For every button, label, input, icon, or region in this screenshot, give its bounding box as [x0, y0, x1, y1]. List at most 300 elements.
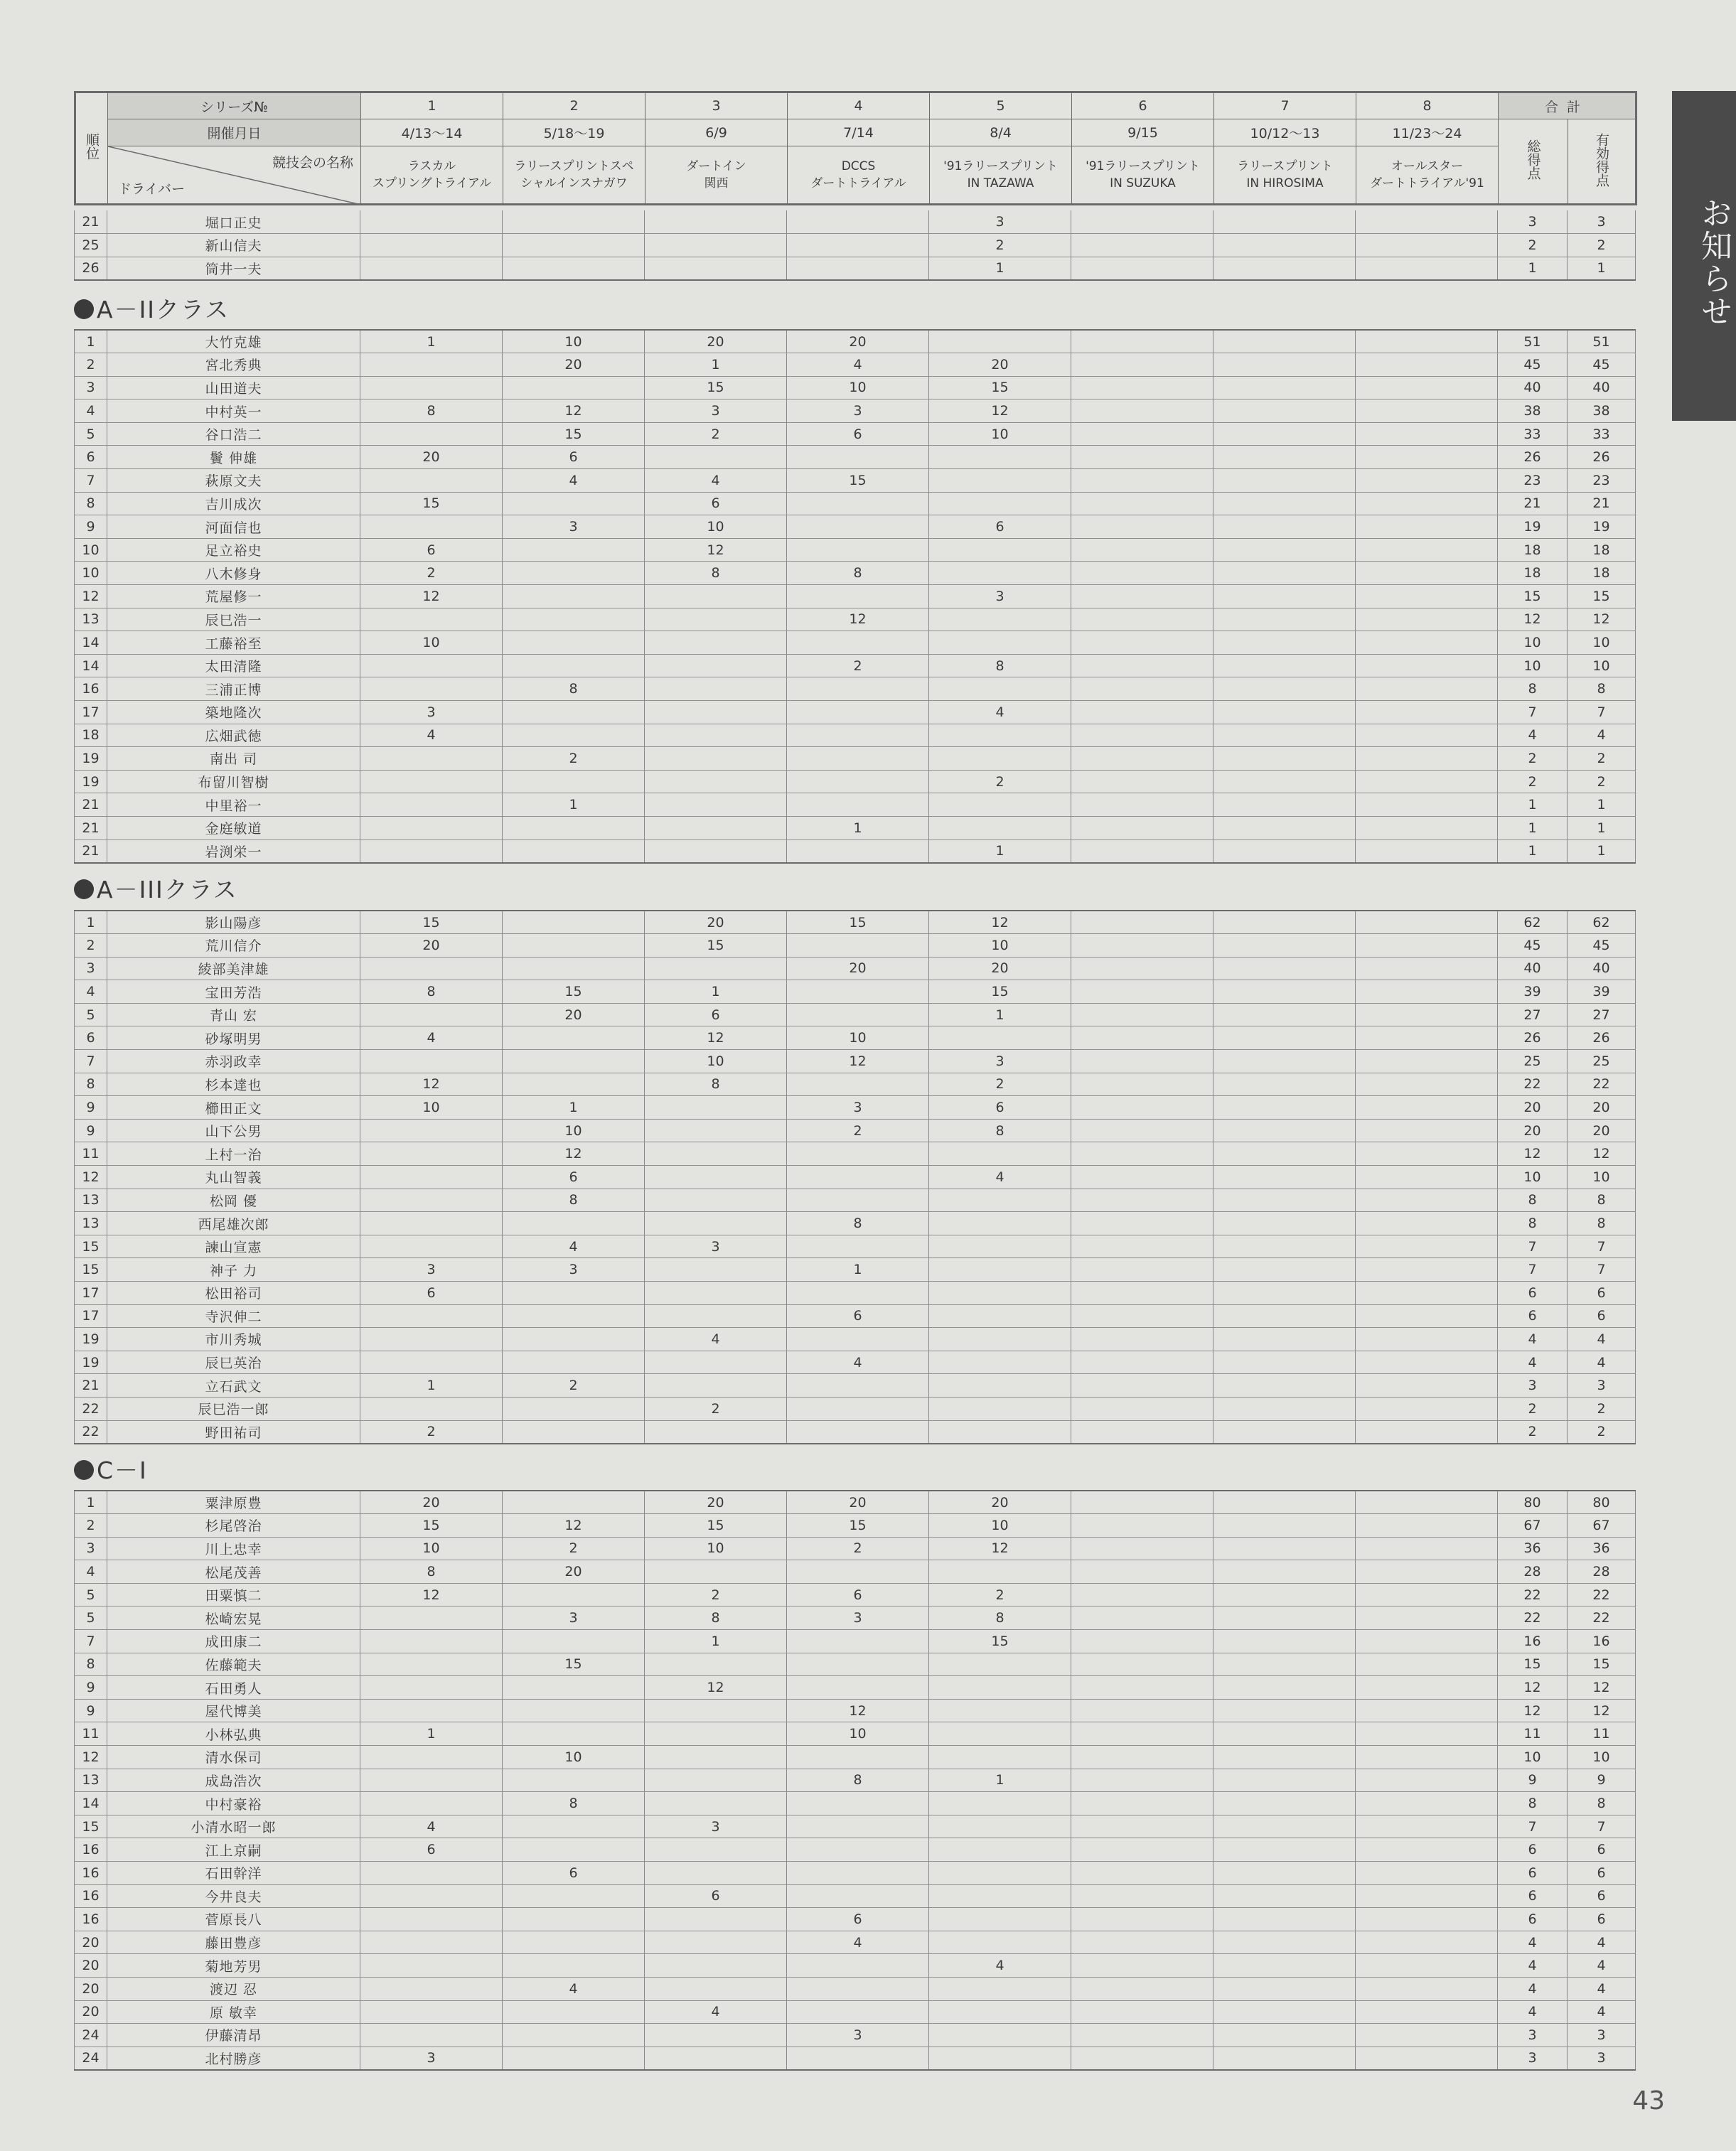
points-cell: 4	[645, 469, 787, 493]
points-cell: 2	[787, 1119, 929, 1142]
points-cell	[1356, 538, 1498, 562]
points-cell	[787, 934, 929, 958]
rank-cell: 20	[75, 1954, 107, 1978]
points-cell	[929, 492, 1071, 515]
points-cell	[1213, 1931, 1356, 1954]
points-cell	[1356, 1908, 1498, 1931]
points-cell	[1356, 1884, 1498, 1908]
valid-points-cell: 11	[1568, 1722, 1636, 1746]
points-cell	[1071, 1954, 1213, 1978]
points-cell	[1071, 210, 1213, 234]
points-cell: 6	[360, 1838, 503, 1862]
valid-points-cell: 15	[1568, 585, 1636, 608]
points-cell	[645, 2047, 787, 2070]
driver-name: 布留川智樹	[107, 770, 360, 793]
points-cell	[1213, 1838, 1356, 1862]
points-cell	[1356, 957, 1498, 980]
points-cell	[1071, 422, 1213, 446]
valid-points-cell: 27	[1568, 1003, 1636, 1026]
points-cell	[360, 957, 503, 980]
points-cell: 20	[787, 1491, 929, 1514]
points-cell: 8	[787, 1212, 929, 1235]
points-cell	[360, 1119, 503, 1142]
points-cell	[645, 446, 787, 469]
points-cell	[503, 1931, 645, 1954]
driver-name: 杉本達也	[107, 1073, 360, 1096]
points-cell	[1071, 1815, 1213, 1838]
points-cell: 6	[503, 1862, 645, 1885]
points-cell	[1213, 1537, 1356, 1560]
rank-cell: 10	[75, 538, 107, 562]
rank-cell: 21	[75, 840, 107, 863]
valid-points-cell: 3	[1568, 210, 1636, 234]
points-cell: 6	[360, 538, 503, 562]
valid-points-header: 有効得点	[1568, 119, 1636, 205]
driver-name: 鬢 伸雄	[107, 446, 360, 469]
points-cell	[1356, 1769, 1498, 1792]
series-label: シリーズ№	[108, 92, 361, 119]
points-cell	[1071, 1862, 1213, 1885]
rank-cell: 10	[75, 562, 107, 585]
points-cell	[1071, 1351, 1213, 1374]
points-cell	[787, 770, 929, 793]
points-cell	[1071, 816, 1213, 840]
points-cell	[1071, 1166, 1213, 1189]
points-cell	[929, 1282, 1071, 1305]
points-cell	[1213, 1792, 1356, 1815]
event-name: ラリースプリントスペ シャルインスナガワ	[503, 146, 645, 205]
driver-name: 諫山宣憲	[107, 1235, 360, 1258]
total-points-cell: 39	[1498, 980, 1568, 1004]
points-cell	[1356, 1746, 1498, 1769]
points-cell	[503, 585, 645, 608]
points-cell	[503, 1722, 645, 1746]
points-cell	[1071, 608, 1213, 631]
points-cell	[360, 2024, 503, 2047]
driver-name: 青山 宏	[107, 1003, 360, 1026]
points-cell	[1071, 840, 1213, 863]
section-title-text: A－IIクラス	[97, 296, 230, 323]
total-points-header: 総得点	[1499, 119, 1568, 205]
points-cell	[645, 1258, 787, 1282]
rank-cell: 4	[75, 980, 107, 1004]
rank-cell: 4	[75, 1560, 107, 1584]
table-row	[75, 1189, 1636, 1212]
points-cell	[1356, 701, 1498, 724]
points-cell	[1213, 376, 1356, 399]
points-cell	[1071, 1977, 1213, 2000]
valid-points-cell: 26	[1568, 446, 1636, 469]
points-cell	[929, 1397, 1071, 1420]
points-cell: 8	[929, 1119, 1071, 1142]
total-points-cell: 23	[1498, 469, 1568, 493]
rank-cell: 4	[75, 399, 107, 423]
points-cell	[929, 1884, 1071, 1908]
points-cell: 15	[787, 911, 929, 934]
valid-points-cell: 20	[1568, 1119, 1636, 1142]
points-cell: 2	[503, 1537, 645, 1560]
points-cell: 3	[929, 210, 1071, 234]
points-cell	[929, 747, 1071, 771]
valid-points-cell: 2	[1568, 234, 1636, 257]
valid-points-cell: 6	[1568, 1838, 1636, 1862]
rank-cell: 17	[75, 701, 107, 724]
points-cell	[503, 1073, 645, 1096]
points-cell	[503, 1908, 645, 1931]
rank-cell: 14	[75, 631, 107, 655]
points-cell	[787, 1838, 929, 1862]
points-cell: 20	[645, 330, 787, 353]
points-cell: 4	[645, 1328, 787, 1351]
points-cell	[645, 608, 787, 631]
side-tab: お知らせ	[1672, 91, 1736, 421]
points-cell	[787, 1815, 929, 1838]
points-cell	[929, 538, 1071, 562]
total-points-cell: 4	[1498, 1954, 1568, 1978]
points-cell: 4	[787, 1931, 929, 1954]
points-cell: 1	[787, 816, 929, 840]
driver-name: 新山信夫	[107, 234, 360, 257]
valid-points-cell: 18	[1568, 538, 1636, 562]
total-points-cell: 2	[1498, 1420, 1568, 1444]
points-cell	[1213, 210, 1356, 234]
driver-label: ドライバー	[118, 181, 186, 197]
driver-name: 石田幹洋	[107, 1862, 360, 1885]
table-row	[75, 515, 1636, 539]
event-name: ラスカル スプリングトライアル	[361, 146, 503, 205]
points-cell	[1213, 1142, 1356, 1166]
valid-points-cell: 28	[1568, 1560, 1636, 1584]
points-cell	[503, 957, 645, 980]
valid-points-cell: 6	[1568, 1862, 1636, 1885]
rank-cell: 9	[75, 1096, 107, 1120]
valid-points-cell: 4	[1568, 1351, 1636, 1374]
points-cell: 15	[929, 1630, 1071, 1653]
points-cell	[645, 1931, 787, 1954]
points-cell	[503, 654, 645, 677]
table-row	[75, 608, 1636, 631]
valid-points-cell: 2	[1568, 1420, 1636, 1444]
table-row	[75, 1560, 1636, 1584]
points-cell: 3	[503, 515, 645, 539]
points-cell	[1071, 1699, 1213, 1722]
points-cell	[787, 1282, 929, 1305]
points-cell	[1213, 399, 1356, 423]
points-cell	[1071, 747, 1213, 771]
points-cell	[787, 701, 929, 724]
event-date: 10/12〜13	[1214, 119, 1356, 146]
points-cell	[1213, 816, 1356, 840]
points-cell	[1356, 376, 1498, 399]
rank-cell: 2	[75, 934, 107, 958]
points-cell	[787, 677, 929, 701]
points-cell: 2	[645, 422, 787, 446]
points-cell	[1356, 1420, 1498, 1444]
valid-points-cell: 6	[1568, 1282, 1636, 1305]
total-points-cell: 12	[1498, 1699, 1568, 1722]
points-cell: 6	[503, 446, 645, 469]
points-cell	[787, 1397, 929, 1420]
rank-cell: 19	[75, 1328, 107, 1351]
points-cell	[1356, 2024, 1498, 2047]
total-points-cell: 20	[1498, 1119, 1568, 1142]
points-cell	[503, 1328, 645, 1351]
points-cell: 8	[360, 399, 503, 423]
points-cell	[1356, 1560, 1498, 1584]
rank-cell: 5	[75, 1583, 107, 1606]
table-row	[75, 330, 1636, 353]
event-name: ダートイン 関西	[645, 146, 788, 205]
event-date: 7/14	[788, 119, 930, 146]
points-cell	[1213, 1073, 1356, 1096]
points-cell	[360, 1653, 503, 1676]
points-cell: 4	[929, 1166, 1071, 1189]
points-cell	[645, 1351, 787, 1374]
points-cell	[503, 562, 645, 585]
points-cell: 4	[929, 701, 1071, 724]
points-cell	[1071, 1258, 1213, 1282]
points-cell	[787, 1560, 929, 1584]
table-row	[75, 816, 1636, 840]
points-cell	[1356, 1026, 1498, 1050]
points-cell	[1213, 957, 1356, 980]
points-cell	[360, 793, 503, 817]
points-cell	[1356, 934, 1498, 958]
points-cell	[503, 2000, 645, 2024]
total-points-cell: 67	[1498, 1514, 1568, 1538]
points-cell	[1356, 515, 1498, 539]
table-row	[75, 1792, 1636, 1815]
points-cell	[787, 747, 929, 771]
points-cell	[787, 1977, 929, 2000]
points-cell: 3	[503, 1258, 645, 1282]
points-cell: 2	[787, 654, 929, 677]
points-cell	[645, 770, 787, 793]
table-row	[75, 2047, 1636, 2070]
table-row	[75, 1258, 1636, 1282]
driver-name: 石田勇人	[107, 1676, 360, 1700]
points-cell	[1071, 1676, 1213, 1700]
points-cell	[645, 1119, 787, 1142]
diagonal-header-cell	[108, 146, 361, 205]
valid-points-cell: 21	[1568, 492, 1636, 515]
points-cell	[1213, 1606, 1356, 1630]
standings-table	[74, 1490, 1636, 2071]
points-cell	[1213, 1050, 1356, 1073]
points-cell	[1356, 585, 1498, 608]
points-cell	[1356, 562, 1498, 585]
rank-cell: 16	[75, 677, 107, 701]
points-cell	[1356, 1351, 1498, 1374]
rank-cell: 8	[75, 1653, 107, 1676]
points-cell	[1213, 1954, 1356, 1978]
valid-points-cell: 22	[1568, 1583, 1636, 1606]
event-name: オールスター ダートトライアル'91	[1356, 146, 1499, 205]
points-cell	[787, 1676, 929, 1700]
points-cell	[1356, 1166, 1498, 1189]
table-row	[75, 1676, 1636, 1700]
total-points-cell: 26	[1498, 446, 1568, 469]
points-cell	[645, 654, 787, 677]
points-cell	[1071, 257, 1213, 280]
rank-cell: 6	[75, 446, 107, 469]
standings-table	[74, 910, 1636, 1444]
points-cell: 15	[645, 376, 787, 399]
points-cell	[645, 1166, 787, 1189]
driver-name: 吉川成次	[107, 492, 360, 515]
driver-name: 築地隆次	[107, 701, 360, 724]
total-points-cell: 4	[1498, 1931, 1568, 1954]
driver-name: 萩原文夫	[107, 469, 360, 493]
points-cell	[360, 515, 503, 539]
driver-name: 野田祐司	[107, 1420, 360, 1444]
points-cell	[1213, 1212, 1356, 1235]
driver-name: 中村英一	[107, 399, 360, 423]
points-cell	[929, 330, 1071, 353]
points-cell: 15	[787, 469, 929, 493]
points-cell: 2	[929, 1073, 1071, 1096]
event-name-label: 競技会の名称	[272, 155, 353, 171]
points-cell	[1071, 1374, 1213, 1398]
points-cell	[1071, 2047, 1213, 2070]
points-cell	[1356, 257, 1498, 280]
points-cell	[1071, 793, 1213, 817]
valid-points-cell: 12	[1568, 1142, 1636, 1166]
points-cell	[1071, 1397, 1213, 1420]
rank-cell: 11	[75, 1722, 107, 1746]
points-cell	[645, 701, 787, 724]
points-cell	[503, 770, 645, 793]
points-cell	[1213, 1328, 1356, 1351]
points-cell	[787, 492, 929, 515]
total-points-cell: 12	[1498, 1142, 1568, 1166]
total-points-cell: 8	[1498, 677, 1568, 701]
table-row	[75, 701, 1636, 724]
valid-points-cell: 8	[1568, 1792, 1636, 1815]
points-cell	[1356, 1258, 1498, 1282]
points-cell	[1213, 1653, 1356, 1676]
rank-cell: 26	[75, 257, 107, 280]
table-row	[75, 469, 1636, 493]
points-cell	[1213, 562, 1356, 585]
points-cell	[1213, 793, 1356, 817]
points-cell	[1356, 631, 1498, 655]
table-row	[75, 1142, 1636, 1166]
table-row	[75, 980, 1636, 1004]
points-cell	[1356, 1235, 1498, 1258]
points-cell: 6	[929, 515, 1071, 539]
points-cell	[1213, 1351, 1356, 1374]
points-cell: 20	[645, 911, 787, 934]
rank-cell: 3	[75, 957, 107, 980]
points-cell: 4	[645, 2000, 787, 2024]
points-cell	[787, 1630, 929, 1653]
driver-name: 荒屋修一	[107, 585, 360, 608]
points-cell	[645, 1908, 787, 1931]
points-cell	[360, 1212, 503, 1235]
points-cell	[929, 2047, 1071, 2070]
points-cell	[1356, 654, 1498, 677]
points-cell	[360, 1397, 503, 1420]
rank-cell: 5	[75, 422, 107, 446]
points-cell: 8	[503, 677, 645, 701]
driver-name: 成田康二	[107, 1630, 360, 1653]
table-row	[75, 1653, 1636, 1676]
table-row	[75, 1073, 1636, 1096]
rank-cell: 3	[75, 376, 107, 399]
points-cell: 8	[645, 1073, 787, 1096]
table-row	[75, 1282, 1636, 1305]
points-cell	[645, 1954, 787, 1978]
total-points-cell: 36	[1498, 1537, 1568, 1560]
points-cell	[645, 1142, 787, 1166]
valid-points-cell: 6	[1568, 1908, 1636, 1931]
points-cell	[1356, 1676, 1498, 1700]
points-cell	[1213, 492, 1356, 515]
points-cell: 10	[787, 376, 929, 399]
section-title	[74, 1452, 148, 1486]
valid-points-cell: 51	[1568, 330, 1636, 353]
points-cell	[1356, 1977, 1498, 2000]
valid-points-cell: 40	[1568, 376, 1636, 399]
points-cell: 12	[645, 538, 787, 562]
event-date: 9/15	[1072, 119, 1214, 146]
points-cell: 20	[645, 1491, 787, 1514]
points-cell	[1213, 980, 1356, 1004]
points-cell	[360, 210, 503, 234]
points-cell: 15	[645, 1514, 787, 1538]
points-cell	[1071, 2024, 1213, 2047]
total-header: 合計	[1499, 92, 1636, 119]
valid-points-cell: 33	[1568, 422, 1636, 446]
points-cell: 6	[503, 1166, 645, 1189]
rank-cell: 8	[75, 1073, 107, 1096]
table-row	[75, 1977, 1636, 2000]
points-cell: 12	[360, 1583, 503, 1606]
points-cell	[929, 469, 1071, 493]
total-points-cell: 6	[1498, 1304, 1568, 1328]
points-cell	[1071, 934, 1213, 958]
rank-cell: 2	[75, 353, 107, 377]
points-cell: 1	[929, 1003, 1071, 1026]
rank-cell: 19	[75, 770, 107, 793]
total-points-cell: 22	[1498, 1583, 1568, 1606]
series-number: 5	[930, 92, 1072, 119]
points-cell	[1356, 1328, 1498, 1351]
points-cell	[929, 1792, 1071, 1815]
table-row	[75, 747, 1636, 771]
driver-name: 原 敏幸	[107, 2000, 360, 2024]
points-cell	[503, 538, 645, 562]
driver-name: 荒川信介	[107, 934, 360, 958]
points-cell	[645, 1212, 787, 1235]
series-number: 6	[1072, 92, 1214, 119]
rank-cell: 24	[75, 2024, 107, 2047]
table-row	[75, 1374, 1636, 1398]
points-cell: 10	[929, 934, 1071, 958]
points-cell	[1071, 1096, 1213, 1120]
points-cell	[787, 1792, 929, 1815]
table-row	[75, 1954, 1636, 1978]
points-cell: 1	[929, 1769, 1071, 1792]
points-cell	[787, 585, 929, 608]
points-cell	[787, 1142, 929, 1166]
points-cell: 10	[645, 1050, 787, 1073]
driver-name: 佐藤範夫	[107, 1653, 360, 1676]
points-cell	[1213, 469, 1356, 493]
points-cell	[1356, 1282, 1498, 1305]
points-cell	[929, 1374, 1071, 1398]
